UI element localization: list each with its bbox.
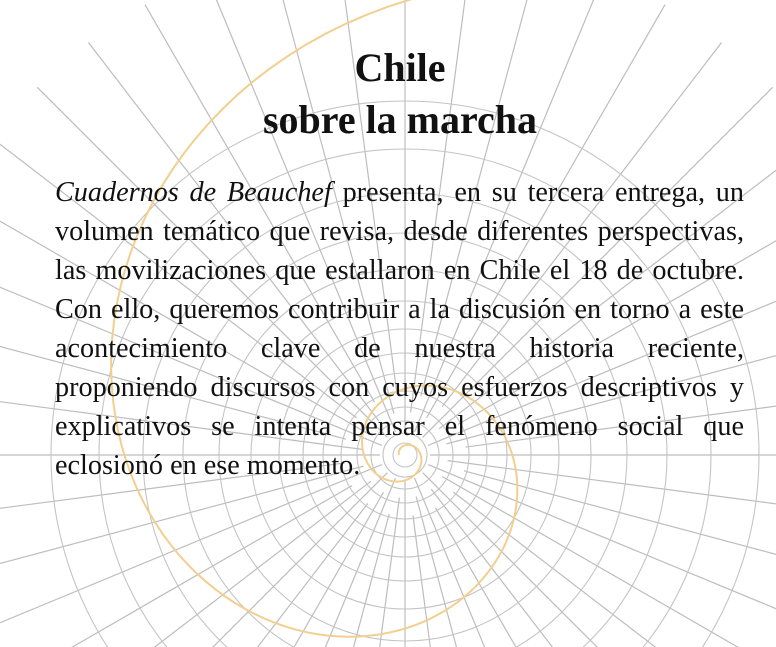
title-line-2: sobre la marcha xyxy=(262,97,538,142)
grid-ray xyxy=(442,477,776,647)
paragraph-text: presenta, en su tercera entrega, un volumen temático que revisa, desde diferentes perspectivas, las movilizaciones que estallaron en Chile el 18 de octubre. Con ello, queremos contribuir a la discusión en torno a este acontecimiento clave de nuestra historia reciente, proponiendo discursos con cuyos esfuerzos descriptivos y explicativos se intenta pensar el fenómeno social que eclosionó en ese momento. xyxy=(55,177,744,481)
title-line-1: Chile xyxy=(354,45,446,90)
grid-ray xyxy=(88,503,367,647)
grid-ray xyxy=(206,478,395,647)
page-title xyxy=(0,42,776,146)
publication-name: Cuadernos de Beauchef xyxy=(55,177,332,208)
intro-paragraph xyxy=(55,173,744,485)
grid-ray xyxy=(436,508,666,647)
grid-ray xyxy=(0,486,352,647)
grid-ray xyxy=(337,498,399,647)
grid-ray xyxy=(0,481,371,647)
grid-ray xyxy=(415,478,604,647)
